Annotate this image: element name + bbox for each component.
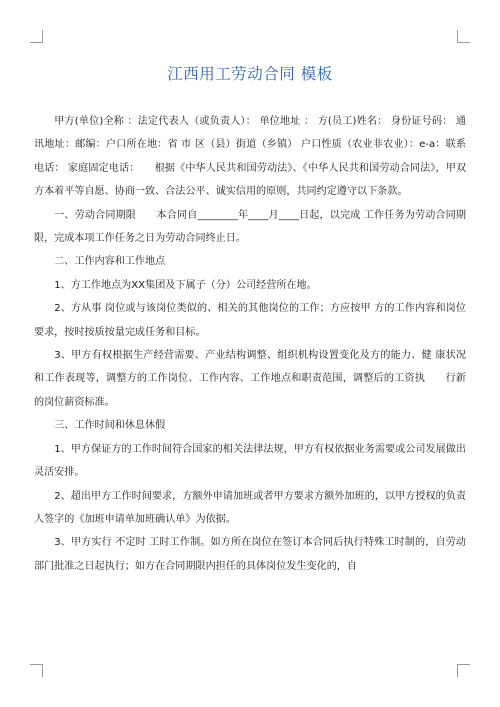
paragraph-job-position: 2、方从事 岗位或与该岗位类似的、相关的其他岗位的工作；方应按甲 方的工作内容和岗位要求，按时按质按量完成任务和目标。 (34, 303, 466, 338)
paragraph-work-hours-compliance: 1、甲方保证方的工作时间符合国家的相关法律法规，甲方有权依据业务需要或公司发展做出灵活安排。 (34, 443, 466, 479)
document-body (34, 110, 466, 578)
crop-mark-bottom-left (30, 664, 43, 677)
paragraph-overtime: 2、超出甲方工作时间要求，方额外申请加班或者甲方要求方额外加班的，以甲方授权的负责人签字的《加班申请单加班确认单》为依据。 (34, 490, 466, 525)
paragraph-parties: 甲方(单位)全称 ：法定代表人（或负责人）： 单位地址 ： 方(员工)姓名： 身份证号码： 通讯地址：邮编：户口所在地：省 市 区（县）街道（乡镇） 户口性质（农业非农业）：e-a：联系电话： 家庭固定电话： 根据《中华人民共和国劳动法》、《中华人民共和国劳动合同法》，甲双方本着平等自愿、协商一致、合法公平、诚实信用的原则，共同约定遵守以下条款。 (34, 116, 466, 198)
crop-mark-top-left (30, 30, 43, 43)
paragraph-job-adjustment: 3、甲方有权根据生产经营需要、产业结构调整、组织机构设置变化及方的能力、健 康状况和工作表现等，调整方的工作岗位、工作内容、工作地点和职责范围，调整后的工资执 行新的岗位薪资标准。 (34, 350, 466, 408)
heading-work-content: 二、工作内容和工作地点 (54, 256, 166, 268)
crop-mark-top-right (457, 30, 470, 43)
paragraph-contract-term: 一、劳动合同期限 本合同自________年____月____日起，以完成 工作任务为劳动合同期限，完成本项工作任务之日为劳动合同终止日。 (34, 209, 466, 245)
document-title: 江西用工劳动合同 模板 (167, 65, 333, 83)
crop-mark-bottom-right (457, 664, 470, 677)
paragraph-working-time-system: 3、甲方实行 不定时 工时工作制。如方所在岗位在签订本合同后执行特殊工时制的，自劳动部门批准之日起执行；如方在合同期限内担任的具体岗位发生变化的，自 (34, 537, 466, 572)
paragraph-work-location: 1、方工作地点为XX集团及下属子（分）公司经营所在地。 (54, 279, 317, 291)
heading-work-hours: 三、工作时间和休息休假 (54, 420, 166, 432)
